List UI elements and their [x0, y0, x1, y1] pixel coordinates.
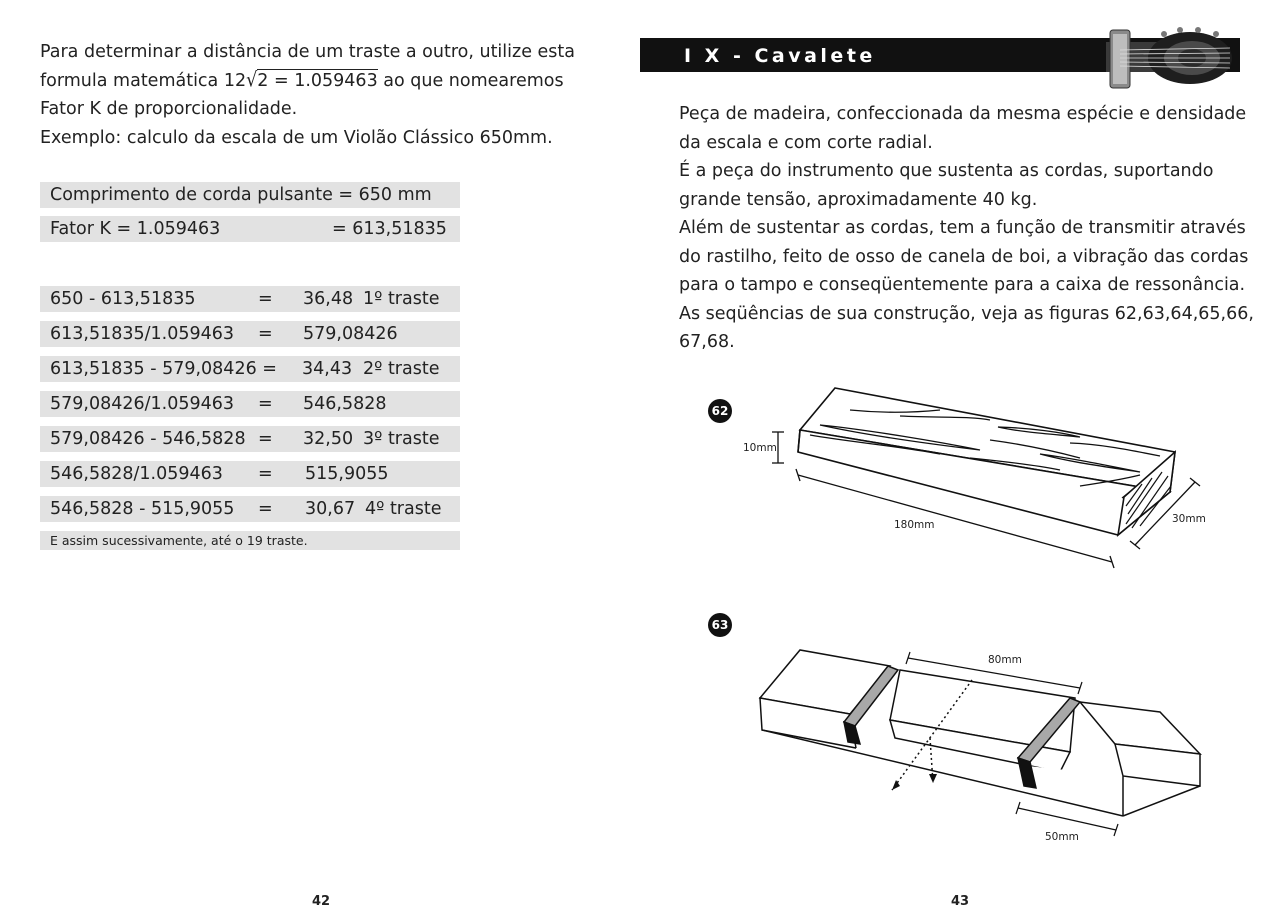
guitar-bridge-image [1100, 20, 1240, 94]
body-line: para o tampo e conseqüentemente para a caixa de ressonância. [679, 275, 1246, 295]
intro-line: Para determinar a distância de um traste a outro, utilize esta [40, 42, 576, 62]
table-row [40, 356, 460, 382]
table-row [40, 321, 460, 347]
calc-value: 36,48 [303, 289, 354, 309]
section-body [679, 100, 1269, 357]
dim-width-label: 30mm [1172, 513, 1206, 525]
calc-equals: = [258, 464, 273, 484]
page-number-left: 42 [312, 894, 331, 909]
calc-expression: 650 - 613,51835 [50, 289, 196, 309]
calc-expression: 546,5828 - 515,9055 [50, 499, 235, 519]
calc-equals: = [258, 499, 273, 519]
body-line: grande tensão, aproximadamente 40 kg. [679, 189, 1038, 210]
intro-text [40, 38, 600, 152]
note-text: E assim sucessivamente, até o 19 traste. [50, 533, 308, 548]
table-row [40, 391, 460, 417]
intro-line: Exemplo: calculo da escala de um Violão Clássico 650mm. [40, 127, 553, 148]
calc-value: 30,67 [305, 499, 356, 519]
table-note [40, 531, 460, 550]
page-number-right: 43 [951, 894, 970, 909]
table-row [40, 426, 460, 452]
calc-value: 546,5828 [303, 394, 387, 414]
radical-expression [246, 67, 378, 96]
radical-body: 2 = 1.059463 [257, 70, 378, 91]
intro-line: Fator K de proporcionalidade. [40, 99, 298, 119]
constant-text: Comprimento de corda pulsante = 650 mm [50, 185, 432, 205]
body-line: Além de sustentar as cordas, tem a função de transmitir através [679, 218, 1246, 238]
calc-expression: 613,51835/1.059463 [50, 324, 235, 344]
constant-value: = 613,51835 [332, 219, 447, 239]
calc-equals: = [258, 429, 273, 449]
dim-length-label: 180mm [894, 519, 935, 531]
constant-row-string-length [40, 182, 460, 208]
figure-63-slotted-block [740, 640, 1220, 850]
calc-expression: 546,5828/1.059463 [50, 464, 223, 484]
constant-label: Fator K = 1.059463 [50, 219, 221, 239]
constant-row-factor-k [40, 216, 460, 242]
calc-fret: 1º traste [363, 289, 440, 309]
calc-equals: = [258, 289, 273, 309]
body-line: Peça de madeira, confeccionada da mesma espécie e densidade [679, 104, 1247, 124]
calc-value: 32,50 [303, 429, 354, 449]
calc-fret: 2º traste [363, 359, 440, 379]
intro-formula-line [40, 67, 600, 96]
formula-suffix: ao que nomearemos [377, 70, 564, 91]
right-page [640, 0, 1280, 920]
calc-value: 515,9055 [305, 464, 389, 484]
calc-fret: 3º traste [363, 429, 440, 449]
figure-63-badge: 63 [708, 613, 732, 637]
figure-62-badge: 62 [708, 399, 732, 423]
dim-bottom-label: 50mm [1045, 831, 1079, 843]
formula-prefix: formula matemática 12 [40, 70, 247, 91]
calc-equals: = [258, 394, 273, 414]
section-title: I X - Cavalete [684, 45, 876, 67]
dim-height-label: 10mm [743, 442, 777, 454]
calc-value: 34,43 [302, 359, 353, 379]
calc-expression: 579,08426 - 546,5828 [50, 429, 246, 449]
calc-value: 579,08426 [303, 324, 398, 344]
calc-expression: 579,08426/1.059463 [50, 394, 235, 414]
body-line: É a peça do instrumento que sustenta as cordas, suportando [679, 161, 1214, 181]
table-row [40, 461, 460, 487]
table-row [40, 286, 460, 312]
calc-fret: 4º traste [365, 499, 442, 519]
body-line: do rastilho, feito de osso de canela de boi, a vibração das cordas [679, 246, 1249, 267]
table-row [40, 496, 460, 522]
body-line: As seqüências de sua construção, veja as figuras 62,63,64,65,66, [679, 303, 1254, 324]
body-line: 67,68. [679, 332, 735, 352]
radical-sign: √ [246, 68, 258, 92]
body-line: da escala e com corte radial. [679, 132, 933, 153]
calc-equals: = [258, 324, 273, 344]
dim-top-label: 80mm [988, 654, 1022, 666]
calc-expression: 613,51835 - 579,08426 = [50, 359, 277, 379]
figure-62-wood-block [740, 380, 1220, 580]
